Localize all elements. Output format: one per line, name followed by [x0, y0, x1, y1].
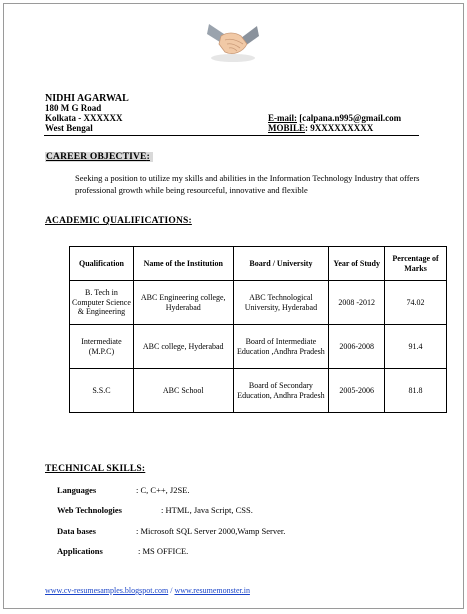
cell-year: 2006-2008 [329, 325, 385, 369]
footer-link-cv-samples[interactable]: www.cv-resumesamples.blogspot.com [45, 586, 169, 595]
cell-qualification: Intermediate (M.P.C) [70, 325, 134, 369]
cell-percentage: 81.8 [385, 369, 447, 413]
header-divider [44, 135, 419, 136]
career-objective-colon: : [146, 152, 150, 162]
cell-board: ABC Technological University, Hyderabad [233, 281, 329, 325]
cell-qualification: S.S.C [70, 369, 134, 413]
cell-year: 2005-2006 [329, 369, 385, 413]
career-objective-title: CAREER OBJECTIVE [46, 152, 147, 162]
skill-label-web-technologies: Web Technologies [57, 505, 122, 515]
technical-skills-heading: TECHNICAL SKILLS: [45, 464, 146, 474]
handshake-icon [205, 14, 261, 64]
skill-value-data-bases: : Microsoft SQL Server 2000,Wamp Server. [136, 526, 286, 536]
footer-separator: / [168, 586, 175, 595]
header-year: Year of Study [329, 247, 385, 281]
mobile-label: MOBILE [268, 123, 306, 133]
header-qualification: Qualification [70, 247, 134, 281]
academic-heading: ACADEMIC QUALIFICATIONS: [45, 216, 192, 226]
table-row [70, 369, 447, 413]
mobile-line [268, 123, 373, 133]
table-header-row [70, 247, 447, 281]
footer-link-resume-monster[interactable]: www.resumemonster.in [174, 586, 250, 595]
table-row [70, 281, 447, 325]
skill-value-applications: : MS OFFICE. [138, 546, 189, 556]
cell-institution: ABC School [133, 369, 233, 413]
address-line-3: West Bengal [45, 123, 93, 133]
header-percentage: Percentage of Marks [385, 247, 447, 281]
email-label: E-mail: [268, 113, 297, 123]
address-line-1: 180 M G Road [45, 103, 102, 113]
cell-institution: ABC college, Hyderabad [133, 325, 233, 369]
skill-value-languages: : C, C++, J2SE. [136, 485, 190, 495]
cell-institution: ABC Engineering college, Hyderabad [133, 281, 233, 325]
academic-table [69, 246, 447, 413]
cell-board: Board of Intermediate Education ,Andhra Pradesh [233, 325, 329, 369]
cell-year: 2008 -2012 [329, 281, 385, 325]
candidate-name: NIDHI AGARWAL [45, 93, 129, 104]
address-line-2: Kolkata - XXXXXX [45, 113, 123, 123]
header-institution: Name of the Institution [133, 247, 233, 281]
cell-board: Board of Secondary Education, Andhra Pradesh [233, 369, 329, 413]
career-objective-text: Seeking a position to utilize my skills and abilities in the Information Technology Industry that offers professional growth while being resourceful, innovative and flexible [75, 173, 420, 195]
email-value[interactable]: [calpana.n995@gmail.com [299, 113, 402, 123]
footer-links [45, 586, 250, 595]
cell-percentage: 74.02 [385, 281, 447, 325]
mobile-value: : 9XXXXXXXXX [305, 123, 374, 133]
skill-label-data-bases: Data bases [57, 526, 96, 536]
header-board: Board / University [233, 247, 329, 281]
skill-label-languages: Languages [57, 485, 97, 495]
cell-percentage: 91.4 [385, 325, 447, 369]
skill-value-web-technologies: : HTML, Java Script, CSS. [161, 505, 253, 515]
cell-qualification: B. Tech in Computer Science & Engineering [70, 281, 134, 325]
email-line [268, 113, 401, 123]
skill-label-applications: Applications [57, 546, 103, 556]
career-objective-heading [45, 152, 153, 162]
table-row [70, 325, 447, 369]
